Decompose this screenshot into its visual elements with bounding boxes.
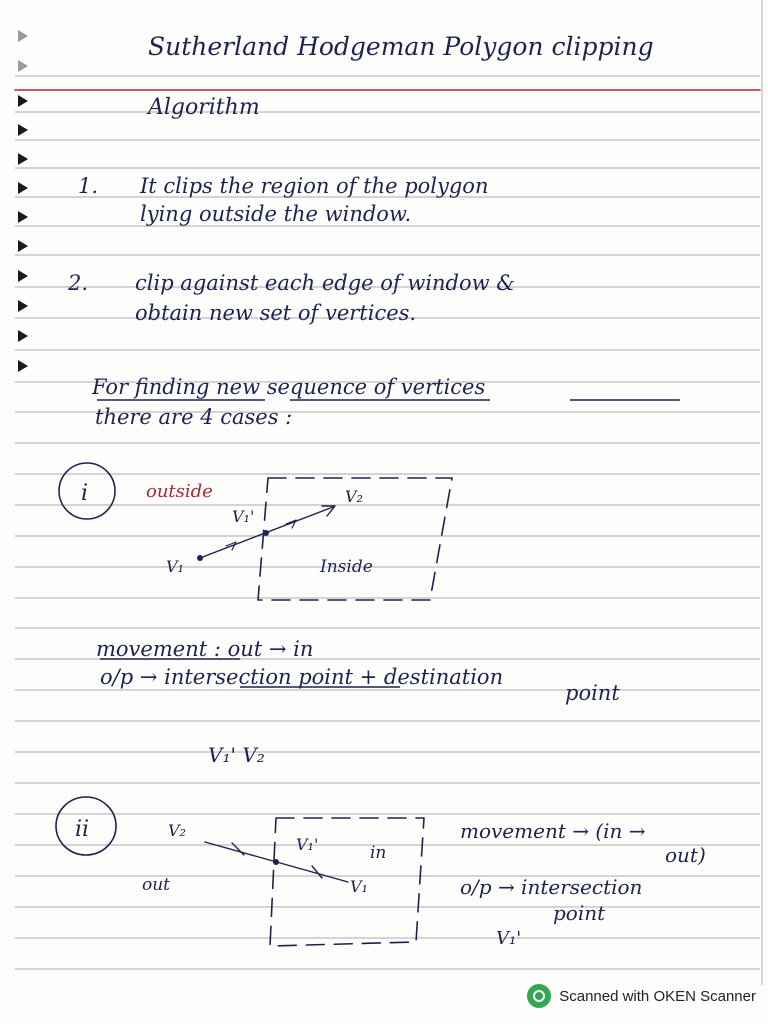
case-1-output-line-1: o/p → intersection point + destination: [100, 665, 503, 689]
page-subtitle: Algorithm: [146, 95, 260, 120]
case-1-intersection-point: [263, 530, 269, 536]
point-1-number: 1.: [78, 174, 98, 198]
scanner-footer-text: Scanned with OKEN Scanner: [559, 988, 756, 1005]
page-title: Sutherland Hodgeman Polygon clipping: [148, 32, 654, 61]
case-1-output-line-2: point: [565, 681, 620, 705]
case-2-v1-prime-label: V₁': [296, 835, 318, 854]
case-2-movement-line-1: movement → (in →: [460, 819, 646, 843]
cases-intro-line-2: there are 4 cases :: [95, 405, 292, 429]
case-2-number: ii: [75, 817, 89, 842]
point-2-line-2: obtain new set of vertices.: [135, 301, 416, 325]
case-1-diagram: [59, 463, 452, 600]
case-1-number: i: [81, 481, 88, 506]
point-2-number: 2.: [67, 271, 88, 295]
case-1-v1-prime-label: V₁': [232, 507, 254, 526]
case-1-result: V₁' V₂: [208, 743, 265, 767]
case-2-out-label: out: [142, 875, 170, 895]
case-2-result: V₁': [496, 928, 521, 949]
case-1-v1-label: V₁: [166, 557, 184, 576]
spiral-holes: [18, 30, 28, 372]
scanner-footer: [527, 984, 756, 1008]
point-1-line-2: lying outside the window.: [140, 202, 411, 226]
case-2-movement-line-2: out): [665, 843, 706, 867]
case-1-movement: movement : out → in: [96, 637, 313, 661]
case-2-intersection-point: [273, 859, 279, 865]
case-1-v1-point: [197, 555, 203, 561]
case-2-in-label: in: [370, 843, 386, 863]
case-1-v2-label: V₂: [345, 487, 363, 506]
oken-scanner-logo-icon: [527, 984, 551, 1008]
point-2-line-1: clip against each edge of window &: [135, 271, 515, 295]
case-2-v2-label: V₂: [168, 821, 186, 840]
case-2-output-line-1: o/p → intersection: [460, 875, 642, 899]
case-2-output-line-2: point: [553, 901, 606, 925]
case-1-inside-label: Inside: [319, 557, 373, 577]
case-2-v1-label: V₁: [350, 877, 368, 896]
case-1-arrow-mid-2: [286, 520, 296, 528]
case-1-outside-label: outside: [146, 481, 213, 502]
point-1-line-1: It clips the region of the polygon: [139, 174, 488, 198]
case-2-diagram: [56, 797, 424, 946]
cases-intro-line-1: For finding new sequence of vertices: [91, 375, 485, 399]
